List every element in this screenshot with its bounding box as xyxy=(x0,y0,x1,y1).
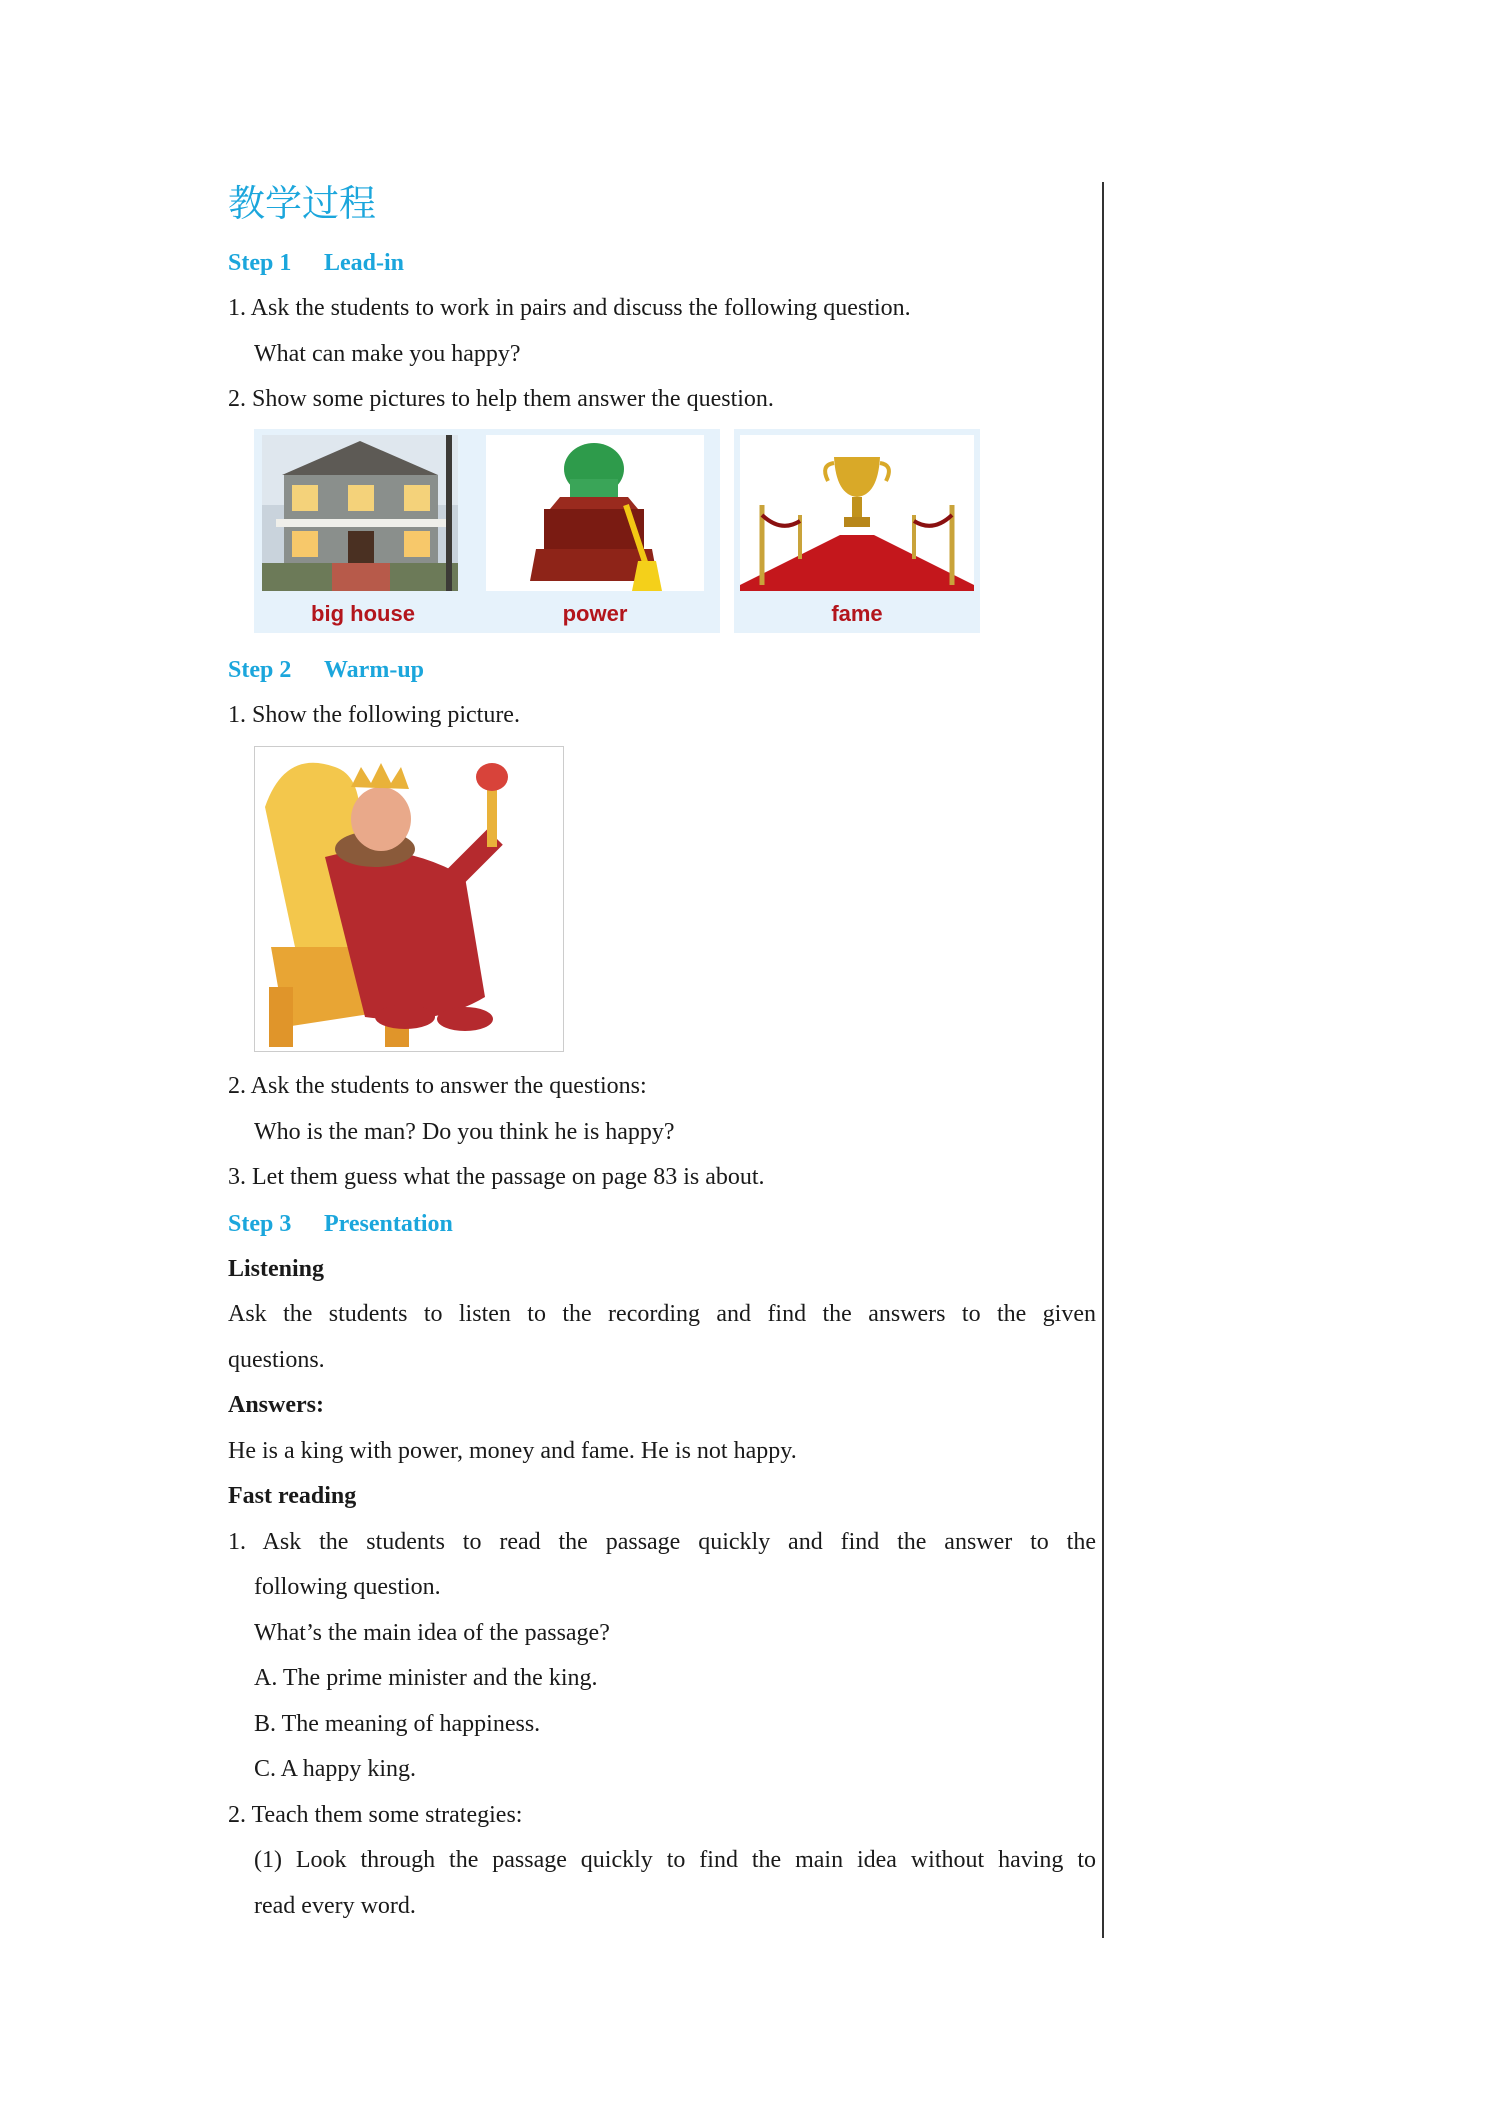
option-a: A. The prime minister and the king. xyxy=(254,1665,598,1691)
fast-reading-q1: 1. Ask the students to read the passage quickly and find the answer to the xyxy=(228,1528,1096,1555)
step-3-number: Step 3 xyxy=(228,1210,292,1237)
listening-instruction: Ask the students to listen to the recording and find the answers to the given xyxy=(228,1301,1096,1327)
big-house-image xyxy=(262,435,458,591)
strategy-1: (1) Look through the passage quickly to find the main idea without having to xyxy=(254,1847,1096,1873)
power-seal-image xyxy=(486,435,704,591)
page-margin-rule xyxy=(1102,182,1104,1938)
caption-power: power xyxy=(562,600,628,626)
strategy-1-cont: read every word. xyxy=(254,1892,416,1919)
step-2-number: Step 2 xyxy=(228,656,292,683)
step-2-name: Warm-up xyxy=(324,656,425,683)
step-1-name: Lead-in xyxy=(324,250,405,276)
strategies-line: 2. Teach them some strategies: xyxy=(228,1801,523,1828)
step-3-name: Presentation xyxy=(324,1210,453,1237)
listening-instruction-cont: questions. xyxy=(228,1346,325,1373)
step-2-line-3: 3. Let them guess what the passage on page 83 is about. xyxy=(228,1164,765,1190)
caption-big-house: big house xyxy=(311,600,415,626)
step-2-line-1: 1. Show the following picture. xyxy=(228,701,520,728)
fast-reading-heading: Fast reading xyxy=(228,1483,357,1509)
listening-heading: Listening xyxy=(228,1255,325,1282)
step-2-line-2: 2. Ask the students to answer the questions: xyxy=(228,1073,647,1099)
step-2-heading xyxy=(228,647,1096,693)
step-1-line-2: 2. Show some pictures to help them answer the question. xyxy=(228,386,774,412)
caption-fame: fame xyxy=(831,600,883,626)
picture-panel-fame xyxy=(734,429,980,633)
answers-text: He is a king with power, money and fame. He is not happy. xyxy=(228,1437,797,1464)
fast-reading-q1-cont: following question. xyxy=(254,1574,441,1600)
picture-panel-house-power xyxy=(254,429,720,633)
option-c: C. A happy king. xyxy=(254,1756,417,1782)
document-body xyxy=(228,180,1096,1929)
option-b: B. The meaning of happiness. xyxy=(254,1710,541,1737)
king-on-throne-image xyxy=(254,746,564,1052)
step-1-number: Step 1 xyxy=(228,250,292,276)
fame-trophy-image xyxy=(740,435,974,591)
answers-heading: Answers: xyxy=(228,1392,324,1418)
step-1-question: What can make you happy? xyxy=(254,340,521,367)
main-idea-question: What’s the main idea of the passage? xyxy=(254,1619,610,1646)
page-title: 教学过程 xyxy=(228,182,376,225)
step-1-line-1: 1. Ask the students to work in pairs and discuss the following question. xyxy=(228,295,911,321)
step-3-heading xyxy=(228,1201,1096,1247)
step-2-questions: Who is the man? Do you think he is happy? xyxy=(254,1118,675,1145)
lead-in-pictures xyxy=(254,429,1096,641)
step-1-heading xyxy=(228,240,1096,286)
